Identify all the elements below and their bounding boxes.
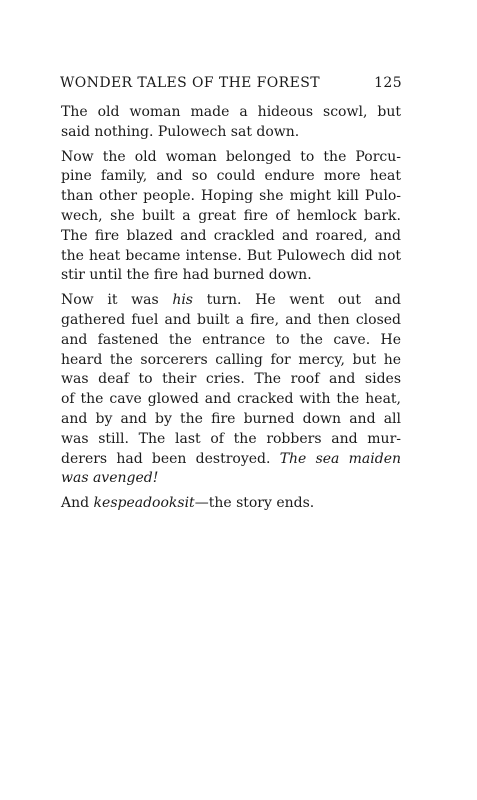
text-run: —the story ends. (194, 495, 315, 512)
paragraph-line: pine family, and so could endure more heat (61, 168, 401, 185)
paragraph-line: of the cave glowed and cracked with the heat, (61, 391, 401, 408)
running-title: WONDER TALES OF THE FOREST (60, 75, 320, 91)
paragraph-line: stir until the fire had burned down. (61, 267, 312, 284)
paragraph-line (61, 291, 401, 311)
emphasis-text: was avenged! (61, 470, 159, 487)
page-number: 125 (374, 75, 402, 91)
paragraph-line: the heat became intense. But Pulowech did not (61, 247, 401, 264)
paragraph-line: wech, she built a great fire of hemlock bark. (61, 207, 401, 224)
paragraph-line: gathered fuel and built a fire, and then closed (61, 311, 401, 328)
paragraph-line: was deaf to their cries. The roof and sides (61, 371, 401, 388)
paragraph-line: and fastened the entrance to the cave. He (61, 331, 401, 348)
text-run: Now it was (61, 292, 173, 309)
paragraph-line: The fire blazed and crackled and roared, and (61, 227, 401, 244)
paragraph-line: heard the sorcerers calling for mercy, but he (61, 351, 401, 368)
paragraph-line: said nothing. Pulowech sat down. (61, 123, 300, 140)
paragraph-line: Now the old woman belonged to the Porcu- (61, 148, 401, 165)
running-head (60, 75, 402, 95)
paragraph-2 (61, 148, 401, 287)
paragraph-line: than other people. Hoping she might kill Pulo- (61, 188, 401, 205)
emphasis-text: The sea maiden (279, 450, 401, 467)
paragraph-4 (61, 494, 401, 514)
text-run: derers had been destroyed. (61, 450, 280, 467)
paragraph-line (61, 450, 401, 470)
paragraph-3 (61, 291, 401, 489)
body-text (61, 103, 401, 519)
paragraph-line (61, 469, 401, 489)
text-run: turn. He went out and (193, 292, 401, 309)
paragraph-line: and by and by the fire burned down and all (61, 410, 401, 427)
paragraph-line: was still. The last of the robbers and mur- (61, 430, 401, 447)
emphasis-text: his (172, 292, 193, 309)
text-run: And (61, 495, 94, 512)
paragraph-line: The old woman made a hideous scowl, but (61, 104, 401, 120)
paragraph-1 (61, 103, 401, 143)
paragraph-line (61, 494, 401, 514)
emphasis-text: kespeadooksit (93, 495, 195, 512)
